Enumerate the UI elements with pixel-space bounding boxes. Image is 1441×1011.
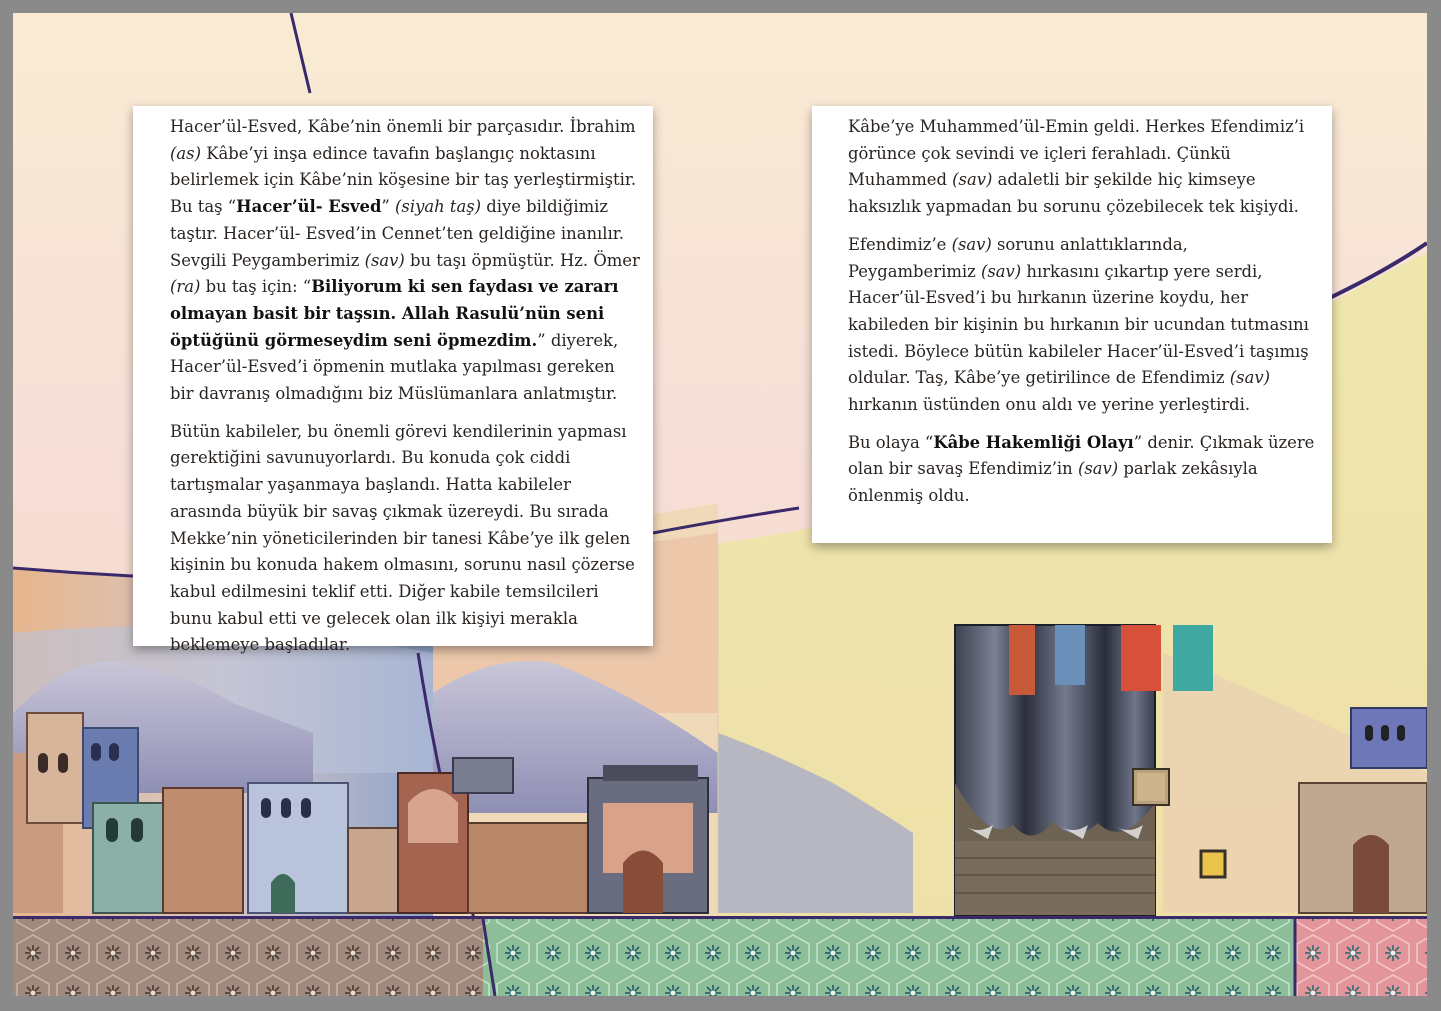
text-run: ” diyerek, Hacer’ül-Esved’i öpmenin mutlaka yapılması gereken bir davranış olmadığını biz Müslümanlara anlatmıştır.: [170, 330, 619, 404]
text-run: bu taş için: “: [200, 277, 312, 297]
text-run: Hacer’ül-Esved, Kâbe’nin önemli bir parçasıdır. İbrahim: [170, 117, 636, 136]
paragraph-kabe-hakemligi: [848, 430, 1320, 510]
right-text-panel: [812, 106, 1332, 543]
bold-text: Hacer’ül- Esved: [236, 197, 382, 217]
text-run: sorunu anlattıklarında, Peygamberimiz: [848, 234, 1188, 281]
text-run: bu taşı öpmüştür. Hz. Ömer: [404, 250, 640, 270]
text-run: diye bildiğimiz taştır. Hacer’ül- Esved’in Cennet’ten geldiğine inanılır. Sevgili Peygamberimiz: [170, 197, 625, 270]
paragraph-kabileler: [170, 419, 641, 659]
honorific-text: (sav): [951, 234, 992, 254]
honorific-text: (ra): [170, 277, 201, 297]
text-run: Kâbe’yi inşa edince tavafın başlangıç noktasını belirlemek için Kâbe’nin köşesine bir taş yerleştirmiştir. Bu taş “: [170, 143, 637, 217]
left-text-panel: [133, 106, 653, 655]
book-spread: [13, 13, 1427, 996]
paragraph-hirka: [848, 232, 1320, 419]
honorific-text: (sav): [364, 250, 405, 270]
text-run: Efendimiz’e: [848, 234, 952, 254]
honorific-text: (siyah taş): [395, 197, 482, 217]
honorific-text: (sav): [1229, 368, 1270, 388]
paragraph-hacerul-esved: [170, 114, 641, 408]
text-run: Bütün kabileler, bu önemli görevi kendilerinin yapması gerektiğini savunuyorlardı. Bu konuda çok ciddi tartışmalar yaşanmaya başlandı. Hatta kabileler arasında büyük bir savaş çıkmak üzereydi. Bu sırada Mekke’nin yöneticilerinden bir tanesi Kâbe’ye ilk gelen kişinin bu konuda hakem olmasını, sorunu nasıl çözerse kabul edilmesini teklif etti. Diğer kabile temsilcileri bunu kabul etti ve gelecek olan ilk kişiyi merakla beklemeye başladılar.: [170, 421, 635, 655]
text-run: ” denir. Çıkmak üzere olan bir savaş Efendimiz’in: [848, 432, 1315, 479]
text-run: adaletli bir şekilde hiç kimseye haksızlık yapmadan bu sorunu çözebilecek tek kişiydi.: [848, 170, 1299, 217]
text-run: hırkanın üstünden onu aldı ve yerine yerleştirdi.: [848, 395, 1251, 415]
text-run: parlak zekâsıyla önlenmiş oldu.: [848, 459, 1258, 506]
honorific-text: (sav): [952, 170, 993, 190]
text-run: Kâbe’ye Muhammed’ül-Emin geldi. Herkes Efendimiz’i görünce çok sevindi ve içleri ferahladı. Çünkü Muhammed: [848, 117, 1305, 190]
bold-text: Kâbe Hakemliği Olayı: [933, 432, 1134, 452]
paragraph-muhammedul-emin: [848, 114, 1320, 221]
honorific-text: (sav): [980, 261, 1022, 281]
bold-text: Biliyorum ki sen faydası ve zararı olmayan basit bir taşsın. Allah Rasulü’nün seni öptüğünü görmeseydim seni öpmezdim.: [170, 277, 619, 350]
text-run: hırkasını çıkartıp yere serdi, Hacer’ül-Esved’i bu hırkanın üzerine koydu, her kabileden bir kişinin bu hırkanın bir ucundan tutmasını istedi. Böylece bütün kabileler Hacer’ül-Esved’i taşımış oldular. Taş, Kâbe’ye getirilince de Efendimiz: [848, 261, 1309, 388]
honorific-text: (sav): [1077, 459, 1119, 479]
honorific-text: (as): [170, 143, 201, 163]
text-run: ”: [381, 197, 396, 217]
text-run: Bu olaya “: [848, 432, 934, 452]
